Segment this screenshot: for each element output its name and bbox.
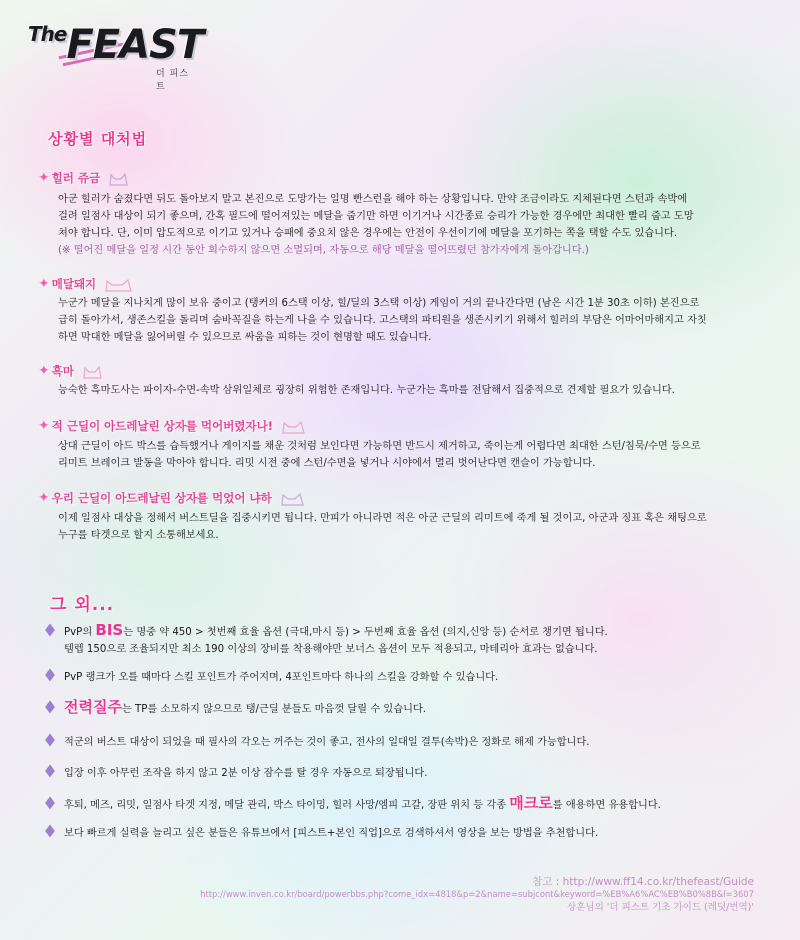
bullet-burst: 적군의 버스트 대상이 되었을 때 필사의 각오는 꺼주는 것이 좋고, 전사의 일대일 결투(속박)은 정화로 해제 가능합니다. (46, 734, 766, 751)
bullet-rank: PvP 랭크가 오를 때마다 스킬 포인트가 주어지며, 4포인트마다 하나의 스킬을 강화할 수 있습니다. (46, 669, 766, 686)
cat-doodle-icon (281, 419, 307, 435)
star-icon: ✦ (38, 490, 50, 506)
etc-section-title: 그 외... (50, 595, 115, 615)
cat-doodle-icon (104, 277, 134, 293)
situation-text-healer: 아군 힐러가 숨졌다면 뒤도 돌아보지 말고 본진으로 도망가는 일명 빤스런을 해야 하는 상황입니다. 만약 조금이라도 지체된다면 스턴과 속박에 걸려 일점사 대상이 되기 좋으며, 간혹 필드에 떨어져있는 메달을 줍기만 하면 이기거나 시간종료 승리가 가능한 경우에만 최대한 빨리 줍고 도망 쳐야 합니다. 단, 이미 압도적으로 이기고 있거나 승패에 중요치 않은 경우에는 안전이 우선이기에 메달을 포기하는 쪽을 택할 수도 있습니다. (※ 떨어진 메달을 일정 시간 동안 회수하지 않으면 소멸되며, 자동으로 해당 메달을 떨어뜨렸던 참가자에게 돌아갑니다.) (58, 191, 770, 259)
logo-title (28, 22, 203, 68)
reference-footer (200, 874, 754, 913)
cat-doodle-icon (82, 364, 104, 380)
bullet-macro: 후퇴, 메즈, 리밋, 일점사 타겟 지정, 메달 관리, 박스 타이밍, 힐러 사망/엠피 고갈, 장판 위치 등 각종 매크로를 애용하면 유용합니다. (46, 795, 766, 814)
situation-title-blackmage: ✦ 흑마 (38, 363, 104, 380)
diamond-bullet-icon (45, 701, 55, 714)
reference-link-1[interactable]: 참고 : http://www.ff14.co.kr/thefeast/Guide (532, 876, 754, 888)
situation-title-medal-pig: ✦ 메달돼지 (38, 276, 134, 293)
situation-title-enemy-adrenaline: ✦ 적 근딜이 아드레날린 상자를 먹어버렸자나! (38, 418, 307, 435)
feast-logo (28, 22, 204, 92)
diamond-bullet-icon (45, 734, 55, 747)
bis-word: BIS (95, 621, 124, 639)
diamond-bullet-icon (45, 765, 55, 778)
situation-text-enemy-adrenaline: 상대 근딜이 아드 박스를 습득했거나 게이지를 채운 것처럼 보인다면 가능하면 반드시 제거하고, 죽이는게 어렵다면 최대한 스턴/침묵/수면 등으로 리미트 브레이크 발동을 막아야 합니다. 리밋 시전 중에 스턴/수면을 넣거나 시야에서 멀리 벗어난다면 캔슬이 가능합니다. (58, 441, 701, 469)
bullet-bis: PvP의 BIS는 명중 약 450 > 첫번째 효율 옵션 (극대,마시 등) > 두번째 효율 옵션 (의지,신앙 등) 순서로 챙기면 됩니다. 템렙 150으로 조율되지만 최소 190 이상의 장비를 착용해야만 보너스 옵션이 모두 적용되고, 마테리아 효과는 없습니다. (46, 622, 766, 658)
diamond-bullet-icon (45, 624, 55, 637)
cat-doodle-icon (108, 171, 130, 187)
situation-title-healer: ✦ 힐러 쥬금 (38, 170, 130, 187)
star-icon: ✦ (38, 363, 50, 379)
logo-feast: FEAST (66, 22, 204, 68)
situation-text-ally-adrenaline: 이제 일점사 대상을 정해서 버스트딜을 집중시키면 됩니다. 만피가 아니라면 적은 아군 근딜의 리미트에 죽게 될 것이고, 아군과 징표 혹은 채팅으로 누구를 타겟으로 할지 소통해보세요. (58, 513, 707, 541)
diamond-bullet-icon (45, 797, 55, 810)
logo-the: The (28, 22, 67, 46)
star-icon: ✦ (38, 418, 50, 434)
medal-note: (※ 떨어진 메달을 일정 시간 동안 회수하지 않으면 소멸되며, 자동으로 해당 메달을 떨어뜨렸던 참가자에게 돌아갑니다.) (58, 245, 589, 256)
diamond-bullet-icon (45, 669, 55, 682)
reference-link-2[interactable]: http://www.inven.co.kr/board/powerbbs.php?come_idx=4818&p=2&name=subjcont&keyword=%EB%A6%AC%EB%B0%8B&l=3607 (200, 889, 754, 899)
situation-section-title: 상황별 대처법 (48, 130, 148, 148)
macro-word: 매크로 (509, 794, 553, 812)
bis-line-2: 템렙 150으로 조율되지만 최소 190 이상의 장비를 착용해야만 보너스 옵션이 모두 적용되고, 마테리아 효과는 없습니다. (64, 644, 598, 655)
star-icon: ✦ (38, 276, 50, 292)
diamond-bullet-icon (45, 825, 55, 838)
situation-text-medal-pig: 누군가 메달을 지나치게 많이 보유 중이고 (탱커의 6스택 이상, 힐/딜의 3스택 이상) 게임이 거의 끝나간다면 (남은 시간 1분 30초 이하) 본진으로 급히 돌아가서, 생존스킬을 돌리며 숨바꼭질을 하는게 나을 수 있습니다. 고스택의 파티원을 생존시키기 위해서 힐러의 부담은 어마어마해지고 자칫 하면 막대한 메달을 잃어버릴 수 있으므로 싸움을 피하는 것이 현명할 때도 있습니다. (58, 298, 707, 343)
sprint-word: 전력질주 (64, 698, 122, 716)
situation-text-blackmage: 능숙한 흑마도사는 파이자-수면-속박 삼위일체로 굉장히 위험한 존재입니다. 누군가는 흑마를 전담해서 집중적으로 견제할 필요가 있습니다. (58, 385, 675, 396)
bullet-afk: 입장 이후 아무런 조작을 하지 않고 2분 이상 잠수를 탈 경우 자동으로 퇴장됩니다. (46, 765, 766, 782)
situation-title-ally-adrenaline: ✦ 우리 근딜이 아드레날린 상자를 먹었어 냐하 (38, 490, 306, 507)
star-icon: ✦ (38, 170, 50, 186)
reference-credit: 상훈님의 '더 피스트 기초 가이드 (레딧/번역)' (567, 902, 754, 913)
cat-doodle-icon (280, 491, 306, 507)
bullet-youtube: 보다 빠르게 실력을 늘리고 싶은 분들은 유튜브에서 [피스트+본인 직업]으로 검색하셔서 영상을 보는 방법을 추천합니다. (46, 825, 766, 842)
logo-subtitle: 더 피스트 (156, 69, 189, 92)
bullet-sprint: 전력질주는 TP를 소모하지 않으므로 탱/근딜 분들도 마음껏 달릴 수 있습니다. (46, 699, 766, 718)
